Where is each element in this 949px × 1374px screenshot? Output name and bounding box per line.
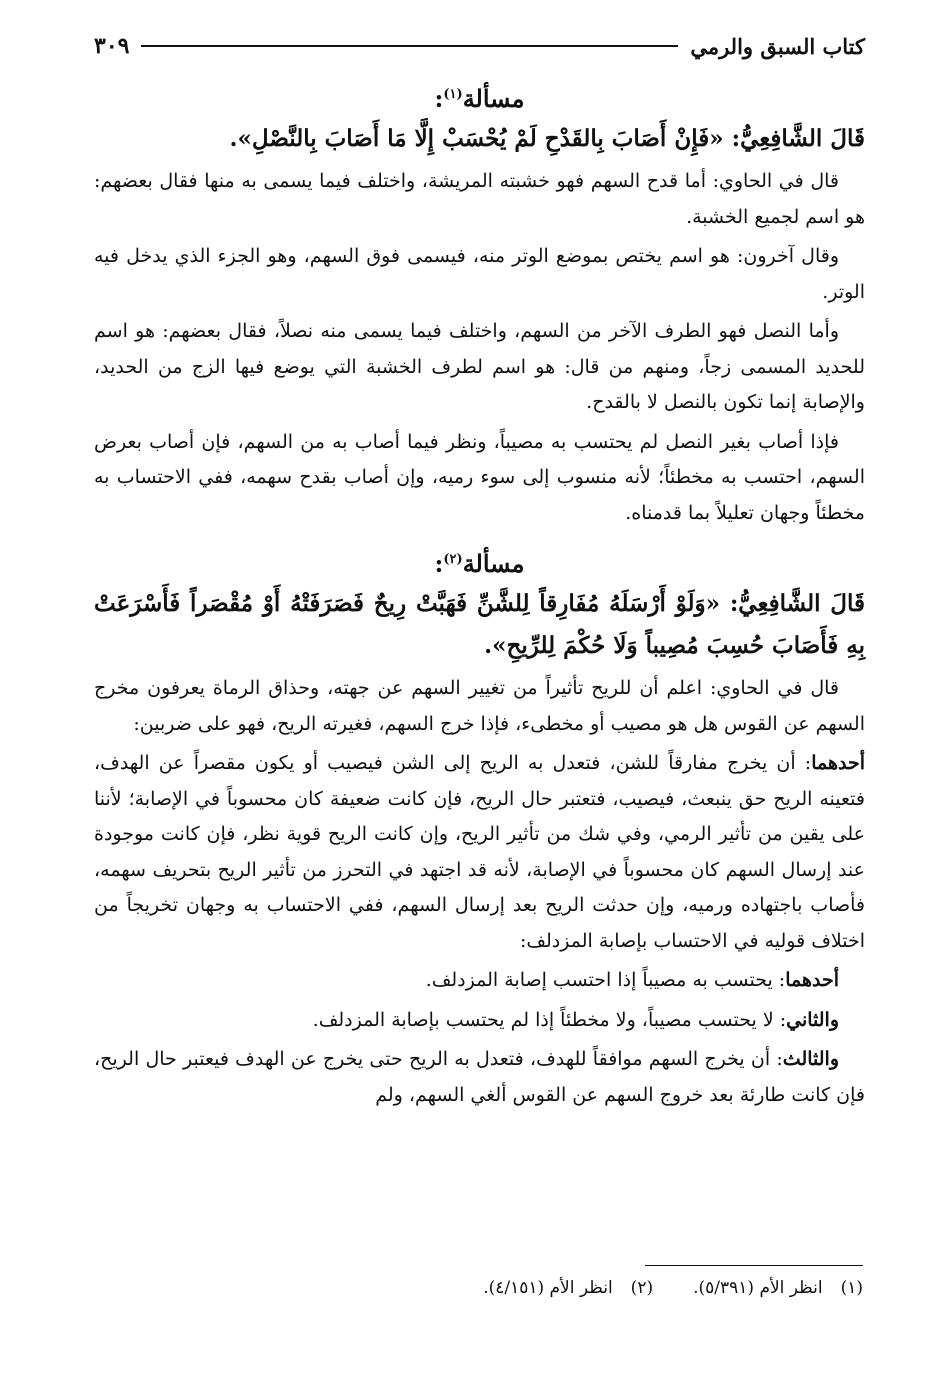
case-label: أحدهما — [785, 969, 839, 991]
paragraph: قال في الحاوي: أما قدح السهم فهو خشبته المريشة، واختلف فيما يسمى به منها فقال بعضهم: هو اسم لجميع الخشبة. — [94, 170, 865, 228]
footnote-ref: (١) — [443, 87, 463, 102]
footnotes — [483, 1278, 863, 1298]
heading-colon: : — [434, 549, 444, 578]
case-label: أحدهما — [811, 752, 865, 774]
shafii-quote-1: قَالَ الشَّافِعِيُّ: «فَإِنْ أَصَابَ بِالقَدْحِ لَمْ يُحْسَبْ إِلَّا مَا أَصَابَ بِالنَّصْلِ». — [229, 125, 865, 152]
section-heading-1 — [94, 76, 865, 114]
case-label: والثالث — [782, 1048, 839, 1070]
footnote-ref: (٢) — [443, 552, 463, 567]
footnote-number: (١) — [840, 1278, 863, 1298]
footnote-rule — [645, 1265, 863, 1266]
footnote-number: (٢) — [630, 1278, 654, 1298]
case-text: : أن يخرج السهم موافقاً للهدف، فتعدل به الريح حتى يخرج عن الهدف فيعتبر حال الريح، فإن كانت طارئة بعد خروج السهم عن القوس ألغي السهم، ولم — [94, 1048, 865, 1106]
heading-text: مسألة — [462, 84, 525, 113]
footnote-2 — [483, 1278, 653, 1298]
book-title: كتاب السبق والرمي — [690, 33, 865, 59]
paragraph — [94, 1042, 865, 1113]
header-rule — [141, 45, 678, 47]
footnote-1 — [693, 1278, 863, 1298]
paragraph: وأما النصل فهو الطرف الآخر من السهم، واختلف فيما يسمى منه نصلاً، فقال بعضهم: هو اسم للحديد المسمى زجاً، ومنهم من قال: هو اسم لطرف الخشبة التي يوضع فيها الزج من الحديد، والإصابة إنما تكون بالنصل لا بالقدح. — [94, 320, 865, 413]
paragraph — [94, 746, 865, 959]
paragraph: فإذا أصاب بغير النصل لم يحتسب به مصيباً، ونظر فيما أصاب به من السهم، فإن أصاب بعرض السهم، احتسب به مخطئاً؛ لأنه منسوب إلى سوء رميه، وإن أصاب بقدح سهمه، ففي الاحتساب به مخطئاً وجهان تعليلاً بما قدمناه. — [94, 430, 865, 524]
case-text: : أن يخرج مفارقاً للشن، فتعدل به الريح إلى الشن فيصيب أو يكون مقصراً عن الهدف، فتعينه الريح حق ينبعث، فيصيب، فتعتبر حال الريح، فإن كانت ضعيفة كان محسوباً في الإصابة؛ لأننا على يقين من تأثير الرمي، وفي شك من تأثير الريح، وإن كانت الريح قوية نظر، فإن كانت موجودة عند إرسال السهم كان محسوباً في الإصابة، لأنه قد اجتهد في التحرز من تأثير الريح بتحريف سهمه، فأصاب باجتهاده ورميه، وإن حدثت الريح بعد إرسال السهم، ففي الاحتساب به وجهان تخريجاً من اختلاف قوليه في الاحتساب بإصابة المزدلف: — [94, 752, 865, 952]
shafii-quote-2: قَالَ الشَّافِعِيُّ: «وَلَوْ أَرْسَلَهُ مُفَارِقاً لِلشَّنِّ فَهَبَّتْ رِيحٌ فَصَرَفَتْهُ أَوْ مُقْصَراً فَأَسْرَعَتْ بِهِ فَأَصَابَ حُسِبَ مُصِيباً وَلَا حُكْمَ لِلرِّيحِ». — [94, 590, 865, 659]
paragraph: قال في الحاوي: اعلم أن للريح تأثيراً من تغيير السهم عن جهته، وحذاق الرماة يعرفون مخرج السهم عن القوس هل هو مصيب أو مخطىء، فإذا خرج السهم، فغيرته الريح، فهو على ضربين: — [94, 677, 865, 735]
case-text: : يحتسب به مصيباً إذا احتسب إصابة المزدلف. — [425, 969, 786, 991]
running-header — [94, 26, 865, 66]
case-label: والثاني — [786, 1008, 839, 1031]
heading-colon: : — [434, 84, 444, 113]
paragraph — [94, 963, 865, 999]
case-text: : لا يحتسب مصيباً، ولا مخطئاً إذا لم يحتسب بإصابة المزدلف. — [312, 1008, 787, 1031]
page-number: ٣٠٩ — [94, 33, 130, 59]
paragraph: وقال آخرون: هو اسم يختص بموضع الوتر منه، فيسمى فوق السهم، وهو الجزء الذي يدخل فيه الوتر. — [94, 245, 865, 303]
footnote-text: انظر الأم (٤/١٥١). — [483, 1278, 613, 1298]
footnote-text: انظر الأم (٥/٣٩١). — [693, 1278, 823, 1298]
heading-text: مسألة — [462, 549, 525, 578]
section-heading-2 — [94, 541, 865, 579]
paragraph — [94, 1003, 865, 1039]
